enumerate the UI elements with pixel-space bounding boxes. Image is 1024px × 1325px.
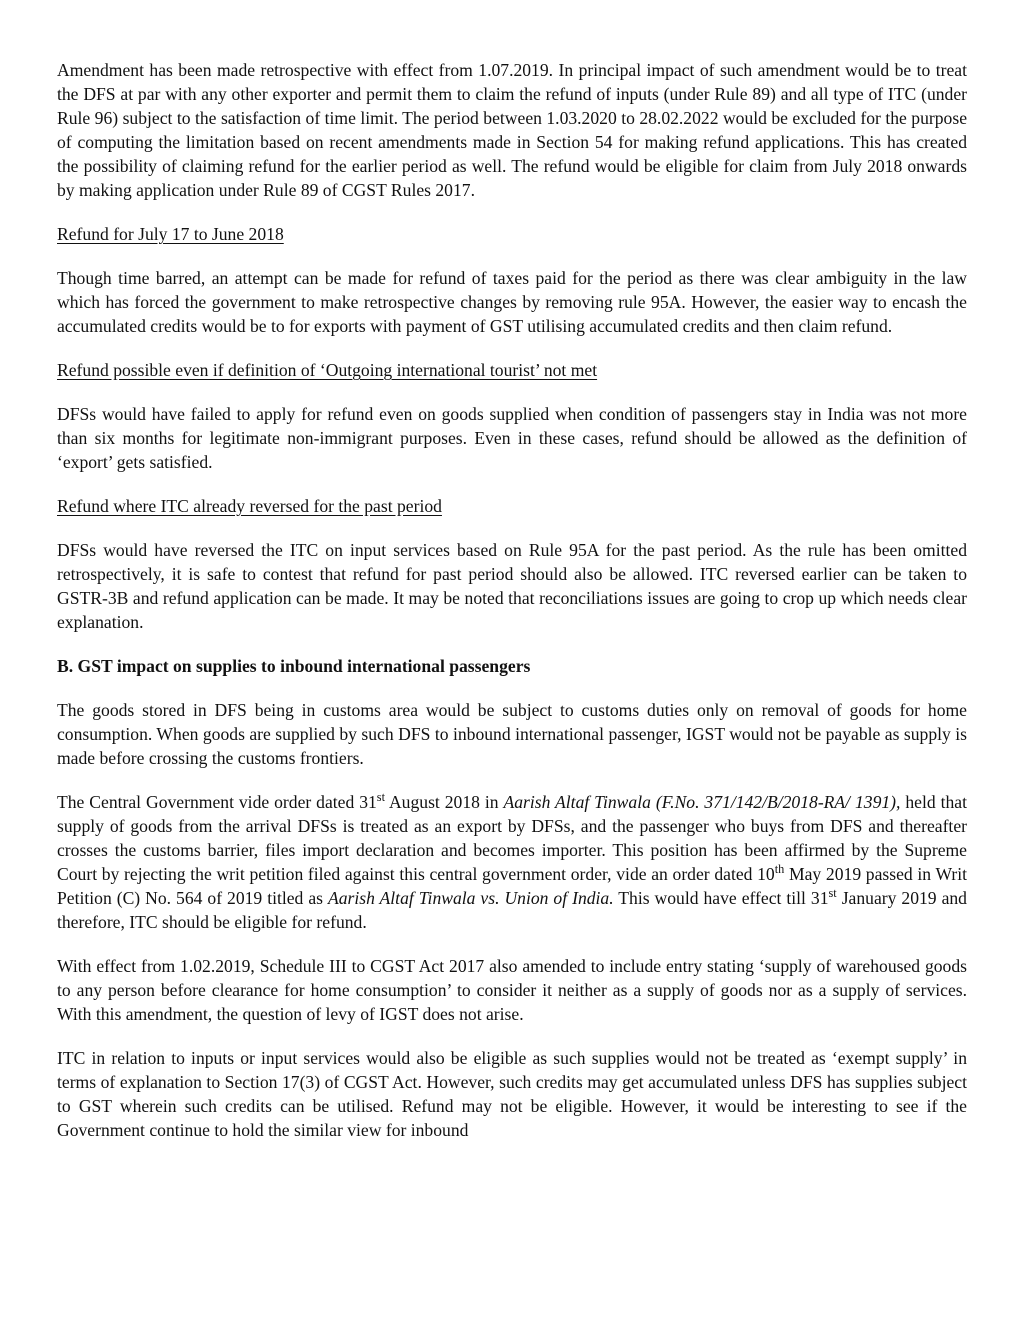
paragraph-customs-area-goods: The goods stored in DFS being in customs area would be subject to customs duties only on removal of goods for home consumption. When goods are supplied by such DFS to inbound international passenger, IGST would not be payable as supply is made before crossing the customs frontiers. [57, 700, 967, 768]
heading-itc-already-reversed: Refund where ITC already reversed for the past period [57, 496, 442, 516]
paragraph-itc-reversed-rule95a: DFSs would have reversed the ITC on input services based on Rule 95A for the past period. As the rule has been omitted retrospectively, it is safe to contest that refund for past period should also be allowed. ITC reversed earlier can be taken to GSTR-3B and refund application can be made. It may be noted that reconciliations issues are going to crop up which needs clear explanation. [57, 540, 967, 632]
p6-text-1: The Central Government vide order dated 31 [57, 792, 377, 812]
trailing-underline-mark [217, 450, 223, 474]
p6-superscript-2: th [774, 862, 785, 877]
heading-section-b-inbound: B. GST impact on supplies to inbound international passengers [57, 656, 531, 676]
p6-text-3: held that supply of goods from the arrival DFSs is treated as an export by DFSs, and the passenger who buys from DFS and thereafter crosses the customs barrier, files import declaration and becomes importer. This position has been affirmed by the Supreme Court by rejecting the writ petition filed against this central government order, vide an order dated 10 [57, 792, 967, 884]
paragraph-central-government-order [57, 790, 967, 934]
paragraph-schedule-iii-amendment: With effect from 1.02.2019, Schedule III to CGST Act 2017 also amended to include entry stating ‘supply of warehoused goods to any person before clearance for home consumption’ to consider it neither as a supply of goods nor as a supply of services. With this amendment, the question of levy of IGST does not arise. [57, 956, 967, 1024]
paragraph-itc-inputs-eligible: ITC in relation to inputs or input services would also be eligible as such supplies would not be treated as ‘exempt supply’ in terms of explanation to Section 17(3) of CGST Act. However, such credits may get accumulated unless DFS has supplies subject to GST wherein such credits can be utilised. Refund may not be eligible. However, it would be interesting to see if the Government continue to hold the similar view for inbound [57, 1048, 967, 1140]
p6-text-6: January 2019 and therefore, ITC should be eligible for refund. [57, 888, 967, 932]
p6-superscript-1: st [376, 790, 386, 805]
paragraph-dfs-failed-refund [57, 402, 967, 474]
heading-outgoing-tourist-definition: Refund possible even if definition of ‘Outgoing international tourist’ not met [57, 360, 598, 380]
heading-refund-july17-june2018: Refund for July 17 to June 2018 [57, 224, 284, 244]
p6-superscript-3: st [828, 886, 837, 901]
p6-case-citation: Aarish Altaf Tinwala (F.No. 371/142/B/2018-RA/ 1391), [503, 792, 901, 812]
p6-text-4: May 2019 passed in Writ Petition (C) No. 564 of 2019 titled as [57, 864, 967, 908]
paragraph-amendment-retrospective: Amendment has been made retrospective with effect from 1.07.2019. In principal impact of such amendment would be to treat the DFS at par with any other exporter and permit them to claim the refund of inputs (under Rule 89) and all type of ITC (under Rule 96) subject to the satisfaction of time limit. The period between 1.03.2020 to 28.02.2022 would be excluded for the purpose of computing the limitation based on recent amendments made in Section 54 for making refund applications. This has created the possibility of claiming refund for the earlier period as well. The refund would be eligible for claim from July 2018 onwards by making application under Rule 89 of CGST Rules 2017. [57, 60, 967, 200]
p6-case-title: Aarish Altaf Tinwala vs. Union of India. [327, 888, 614, 908]
paragraph-dfs-failed-refund-text: DFSs would have failed to apply for refund even on goods supplied when condition of passengers stay in India was not more than six months for legitimate non-immigrant purposes. Even in these cases, refund should be allowed as the definition of ‘export’ gets satisfied. [57, 404, 967, 472]
p6-text-2: August 2018 in [385, 792, 504, 812]
p6-text-5: This would have effect till 31 [613, 888, 829, 908]
paragraph-time-barred-refund: Though time barred, an attempt can be made for refund of taxes paid for the period as there was clear ambiguity in the law which has forced the government to make retrospective changes by removing rule 95A. However, the easier way to encash the accumulated credits would be to for exports with payment of GST utilising accumulated credits and then claim refund. [57, 268, 967, 336]
